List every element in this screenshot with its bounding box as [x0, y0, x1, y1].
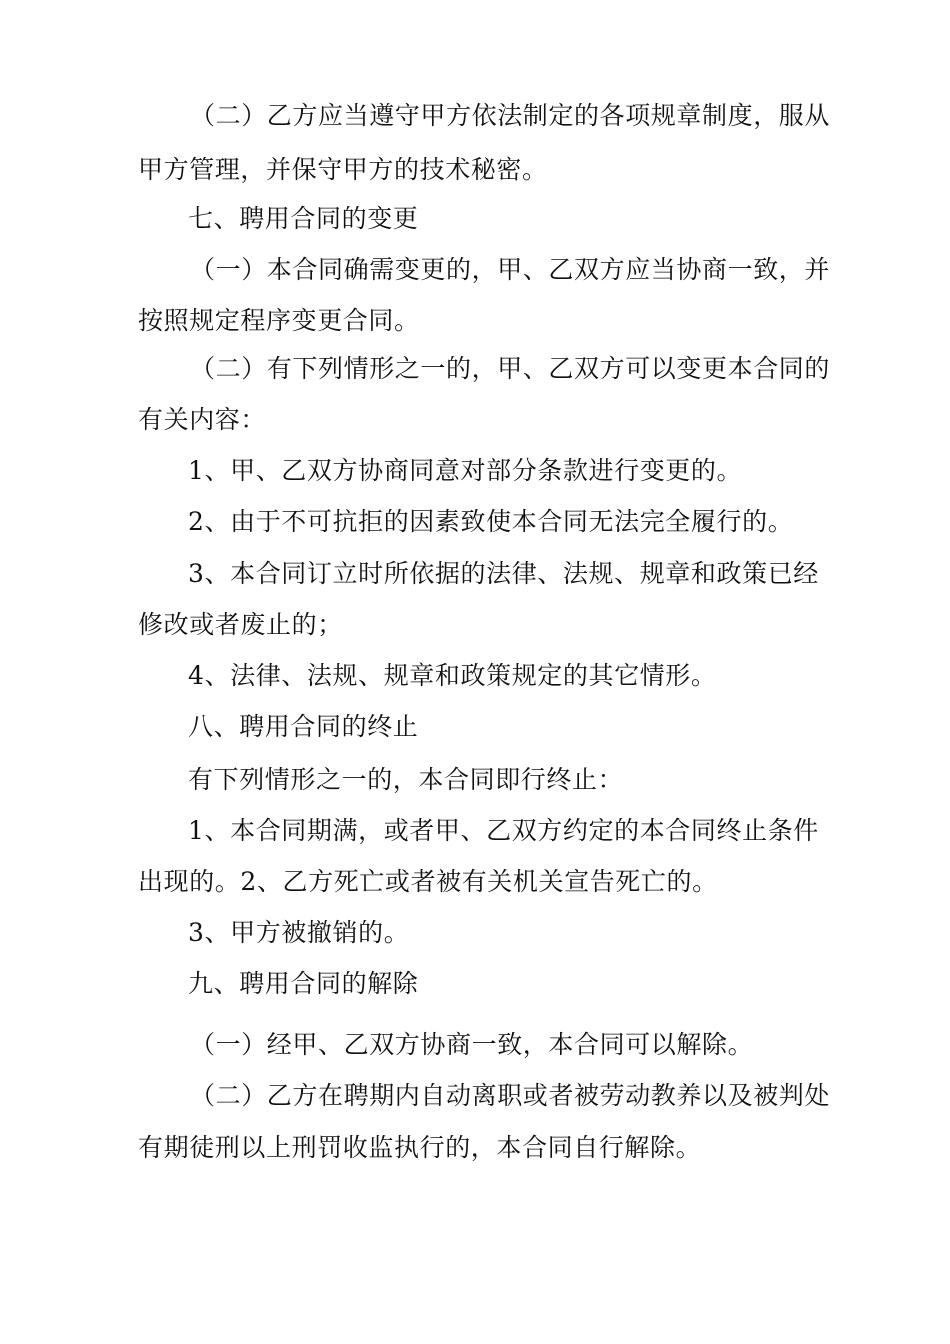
section-heading: 八、聘用合同的终止: [188, 712, 419, 741]
list-item: 4、法律、法规、规章和政策规定的其它情形。: [188, 661, 717, 690]
paragraph-line: （二）乙方应当遵守甲方依法制定的各项规章制度，服从: [190, 101, 831, 130]
list-item: 1、本合同期满，或者甲、乙双方约定的本合同终止条件: [188, 816, 819, 845]
list-item: 2、由于不可抗拒的因素致使本合同无法完全履行的。: [188, 507, 794, 536]
paragraph-line: （二）有下列情形之一的，甲、乙双方可以变更本合同的: [190, 354, 831, 383]
paragraph-line: 有下列情形之一的，本合同即行终止：: [188, 765, 624, 794]
paragraph-line: 有关内容：: [138, 405, 267, 434]
paragraph-line: （一）经甲、乙双方协商一致，本合同可以解除。: [190, 1030, 754, 1059]
paragraph-line: 按照规定程序变更合同。: [138, 306, 420, 335]
paragraph-line: 出现的。2、乙方死亡或者被有关机关宣告死亡的。: [138, 867, 718, 896]
section-heading: 七、聘用合同的变更: [188, 204, 419, 233]
list-item: 3、本合同订立时所依据的法律、法规、规章和政策已经: [188, 559, 819, 588]
paragraph-line: （一）本合同确需变更的，甲、乙双方应当协商一致，并: [190, 255, 831, 284]
paragraph-line: （二）乙方在聘期内自动离职或者被劳动教养以及被判处: [190, 1081, 831, 1110]
list-item: 1、甲、乙双方协商同意对部分条款进行变更的。: [188, 456, 743, 485]
paragraph-line: 甲方管理，并保守甲方的技术秘密。: [138, 155, 548, 184]
section-heading: 九、聘用合同的解除: [188, 969, 419, 998]
list-item: 3、甲方被撤销的。: [188, 918, 410, 947]
paragraph-line: 修改或者废止的；: [138, 610, 343, 639]
paragraph-line: 有期徒刑以上刑罚收监执行的，本合同自行解除。: [138, 1133, 702, 1162]
